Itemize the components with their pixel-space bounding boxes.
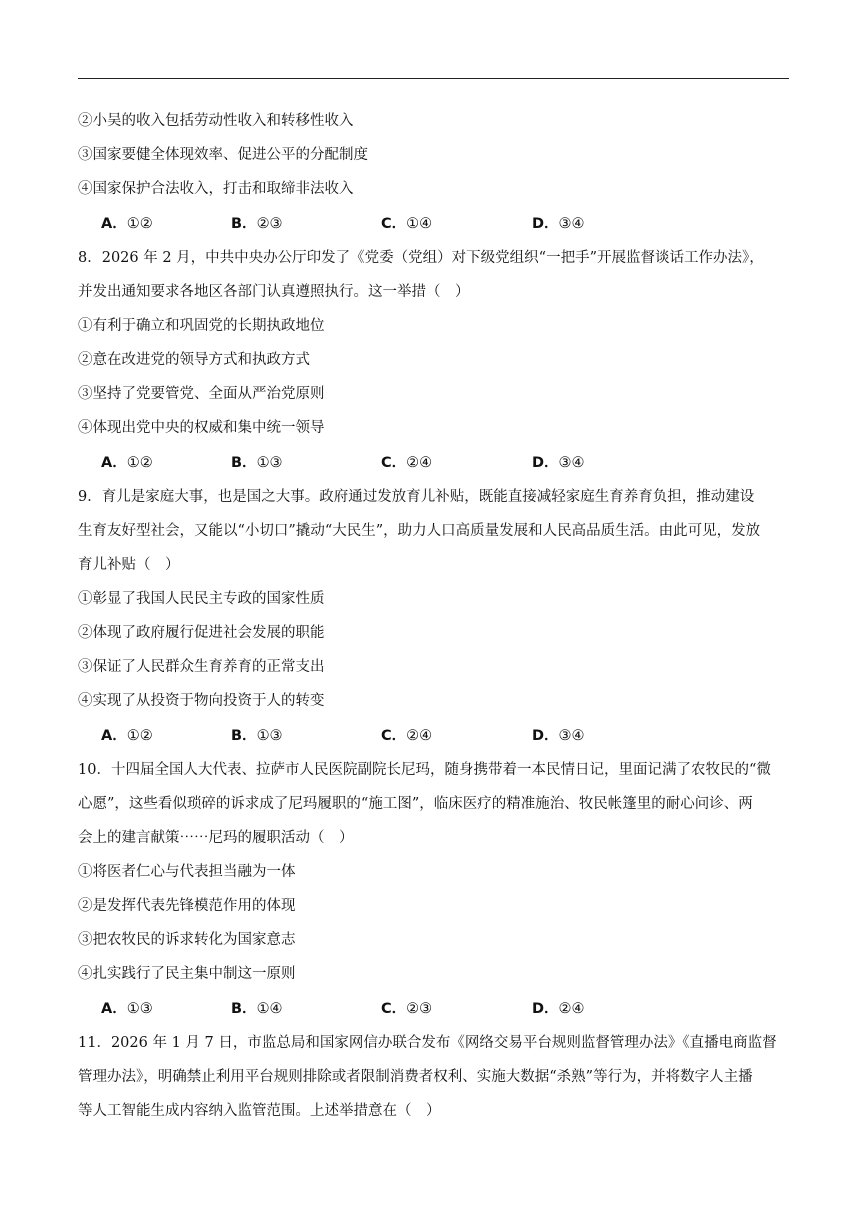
option-text: ①② xyxy=(126,728,153,744)
q8-item: ②意在改进党的领导方式和执政方式 xyxy=(78,352,310,368)
q7-option-c[interactable] xyxy=(381,213,432,235)
q9-stem-line: 育儿补贴（ ） xyxy=(78,557,180,573)
q8-option-b[interactable] xyxy=(231,452,283,474)
q7-option-a[interactable] xyxy=(101,213,153,235)
q8-option-a[interactable] xyxy=(101,452,153,474)
option-letter: B． xyxy=(231,455,257,471)
q8-item: ④体现出党中央的权威和集中统一领导 xyxy=(78,420,325,436)
option-text: ③④ xyxy=(558,728,585,744)
q7-item: ②小吴的收入包括劳动性收入和转移性收入 xyxy=(78,113,354,129)
q11-stem-line: 管理办法》，明确禁止利用平台规则排除或者限制消费者权利、实施大数据“杀熟”等行为，并将数字人主播 xyxy=(78,1069,753,1085)
option-text: ①② xyxy=(126,216,153,232)
option-text: ②④ xyxy=(406,728,433,744)
q10-stem-line: 10．十四届全国人大代表、拉萨市人民医院副院长尼玛，随身携带着一本民情日记，里面记满了农牧民的“微 xyxy=(78,762,771,778)
option-letter: C． xyxy=(381,216,407,232)
q10-item: ①将医者仁心与代表担当融为一体 xyxy=(78,864,296,880)
option-letter: A． xyxy=(101,728,127,744)
option-text: ①③ xyxy=(256,728,283,744)
option-text: ①④ xyxy=(406,216,433,232)
q9-item: ②体现了政府履行促进社会发展的职能 xyxy=(78,625,325,641)
option-text: ③④ xyxy=(558,455,585,471)
q8-stem-line: 8．2026 年 2 月，中共中央办公厅印发了《党委（党组）对下级党组织“一把手”开展监督谈话工作办法》， xyxy=(78,250,764,266)
option-letter: B． xyxy=(231,728,257,744)
q8-item: ①有利于确立和巩固党的长期执政地位 xyxy=(78,318,325,334)
option-letter: A． xyxy=(101,216,127,232)
q8-item: ③坚持了党要管党、全面从严治党原则 xyxy=(78,386,325,402)
q8-stem-line: 并发出通知要求各地区各部门认真遵照执行。这一举措（ ） xyxy=(78,284,470,300)
q10-stem-line: 心愿”，这些看似琐碎的诉求成了尼玛履职的“施工图”，临床医疗的精准施治、牧民帐篷里的耐心问诊、两 xyxy=(78,796,753,812)
q10-option-d[interactable] xyxy=(532,998,585,1020)
q8-option-c[interactable] xyxy=(381,452,432,474)
option-text: ③④ xyxy=(558,216,585,232)
option-text: ②③ xyxy=(256,216,283,232)
q9-stem-line: 生育友好型社会，又能以“小切口”撬动“大民生”，助力人口高质量发展和人民高品质生活。由此可见，发放 xyxy=(78,523,761,539)
q9-item: ①彰显了我国人民民主专政的国家性质 xyxy=(78,591,325,607)
option-letter: B． xyxy=(231,1001,257,1017)
option-letter: C． xyxy=(381,455,407,471)
q9-option-b[interactable] xyxy=(231,725,283,747)
option-letter: D． xyxy=(532,216,559,232)
option-text: ①② xyxy=(126,455,153,471)
q11-stem-line: 等人工智能生成内容纳入监管范围。上述举措意在（ ） xyxy=(78,1103,441,1119)
option-letter: D． xyxy=(532,1001,559,1017)
q9-item: ④实现了从投资于物向投资于人的转变 xyxy=(78,693,325,709)
option-text: ①④ xyxy=(256,1001,283,1017)
option-letter: C． xyxy=(381,728,407,744)
q9-option-a[interactable] xyxy=(101,725,153,747)
option-letter: D． xyxy=(532,728,559,744)
q9-stem-line: 9．育儿是家庭大事，也是国之大事。政府通过发放育儿补贴，既能直接减轻家庭生育养育负担，推动建设 xyxy=(78,489,755,505)
option-letter: A． xyxy=(101,1001,127,1017)
option-letter: D． xyxy=(532,455,559,471)
q9-item: ③保证了人民群众生育养育的正常支出 xyxy=(78,659,325,675)
q10-option-a[interactable] xyxy=(101,998,153,1020)
option-letter: A． xyxy=(101,455,127,471)
q10-item: ②是发挥代表先锋模范作用的体现 xyxy=(78,898,296,914)
q10-stem-line: 会上的建言献策⋯⋯尼玛的履职活动（ ） xyxy=(78,830,354,846)
q7-option-d[interactable] xyxy=(532,213,585,235)
q7-option-b[interactable] xyxy=(231,213,283,235)
option-text: ②④ xyxy=(558,1001,585,1017)
option-letter: C． xyxy=(381,1001,407,1017)
q7-item: ④国家保护合法收入，打击和取缔非法收入 xyxy=(78,181,354,197)
option-text: ①③ xyxy=(126,1001,153,1017)
q11-stem-line: 11．2026 年 1 月 7 日，市监总局和国家网信办联合发布《网络交易平台规则监督管理办法》《直播电商监督 xyxy=(78,1035,777,1051)
q9-option-d[interactable] xyxy=(532,725,585,747)
q9-option-c[interactable] xyxy=(381,725,432,747)
q10-item: ④扎实践行了民主集中制这一原则 xyxy=(78,966,296,982)
q10-option-b[interactable] xyxy=(231,998,283,1020)
q8-option-d[interactable] xyxy=(532,452,585,474)
header-rule xyxy=(78,78,789,79)
q10-option-c[interactable] xyxy=(381,998,432,1020)
q7-item: ③国家要健全体现效率、促进公平的分配制度 xyxy=(78,147,368,163)
q10-item: ③把农牧民的诉求转化为国家意志 xyxy=(78,932,296,948)
option-text: ②④ xyxy=(406,455,433,471)
option-text: ①③ xyxy=(256,455,283,471)
option-text: ②③ xyxy=(406,1001,433,1017)
option-letter: B． xyxy=(231,216,257,232)
